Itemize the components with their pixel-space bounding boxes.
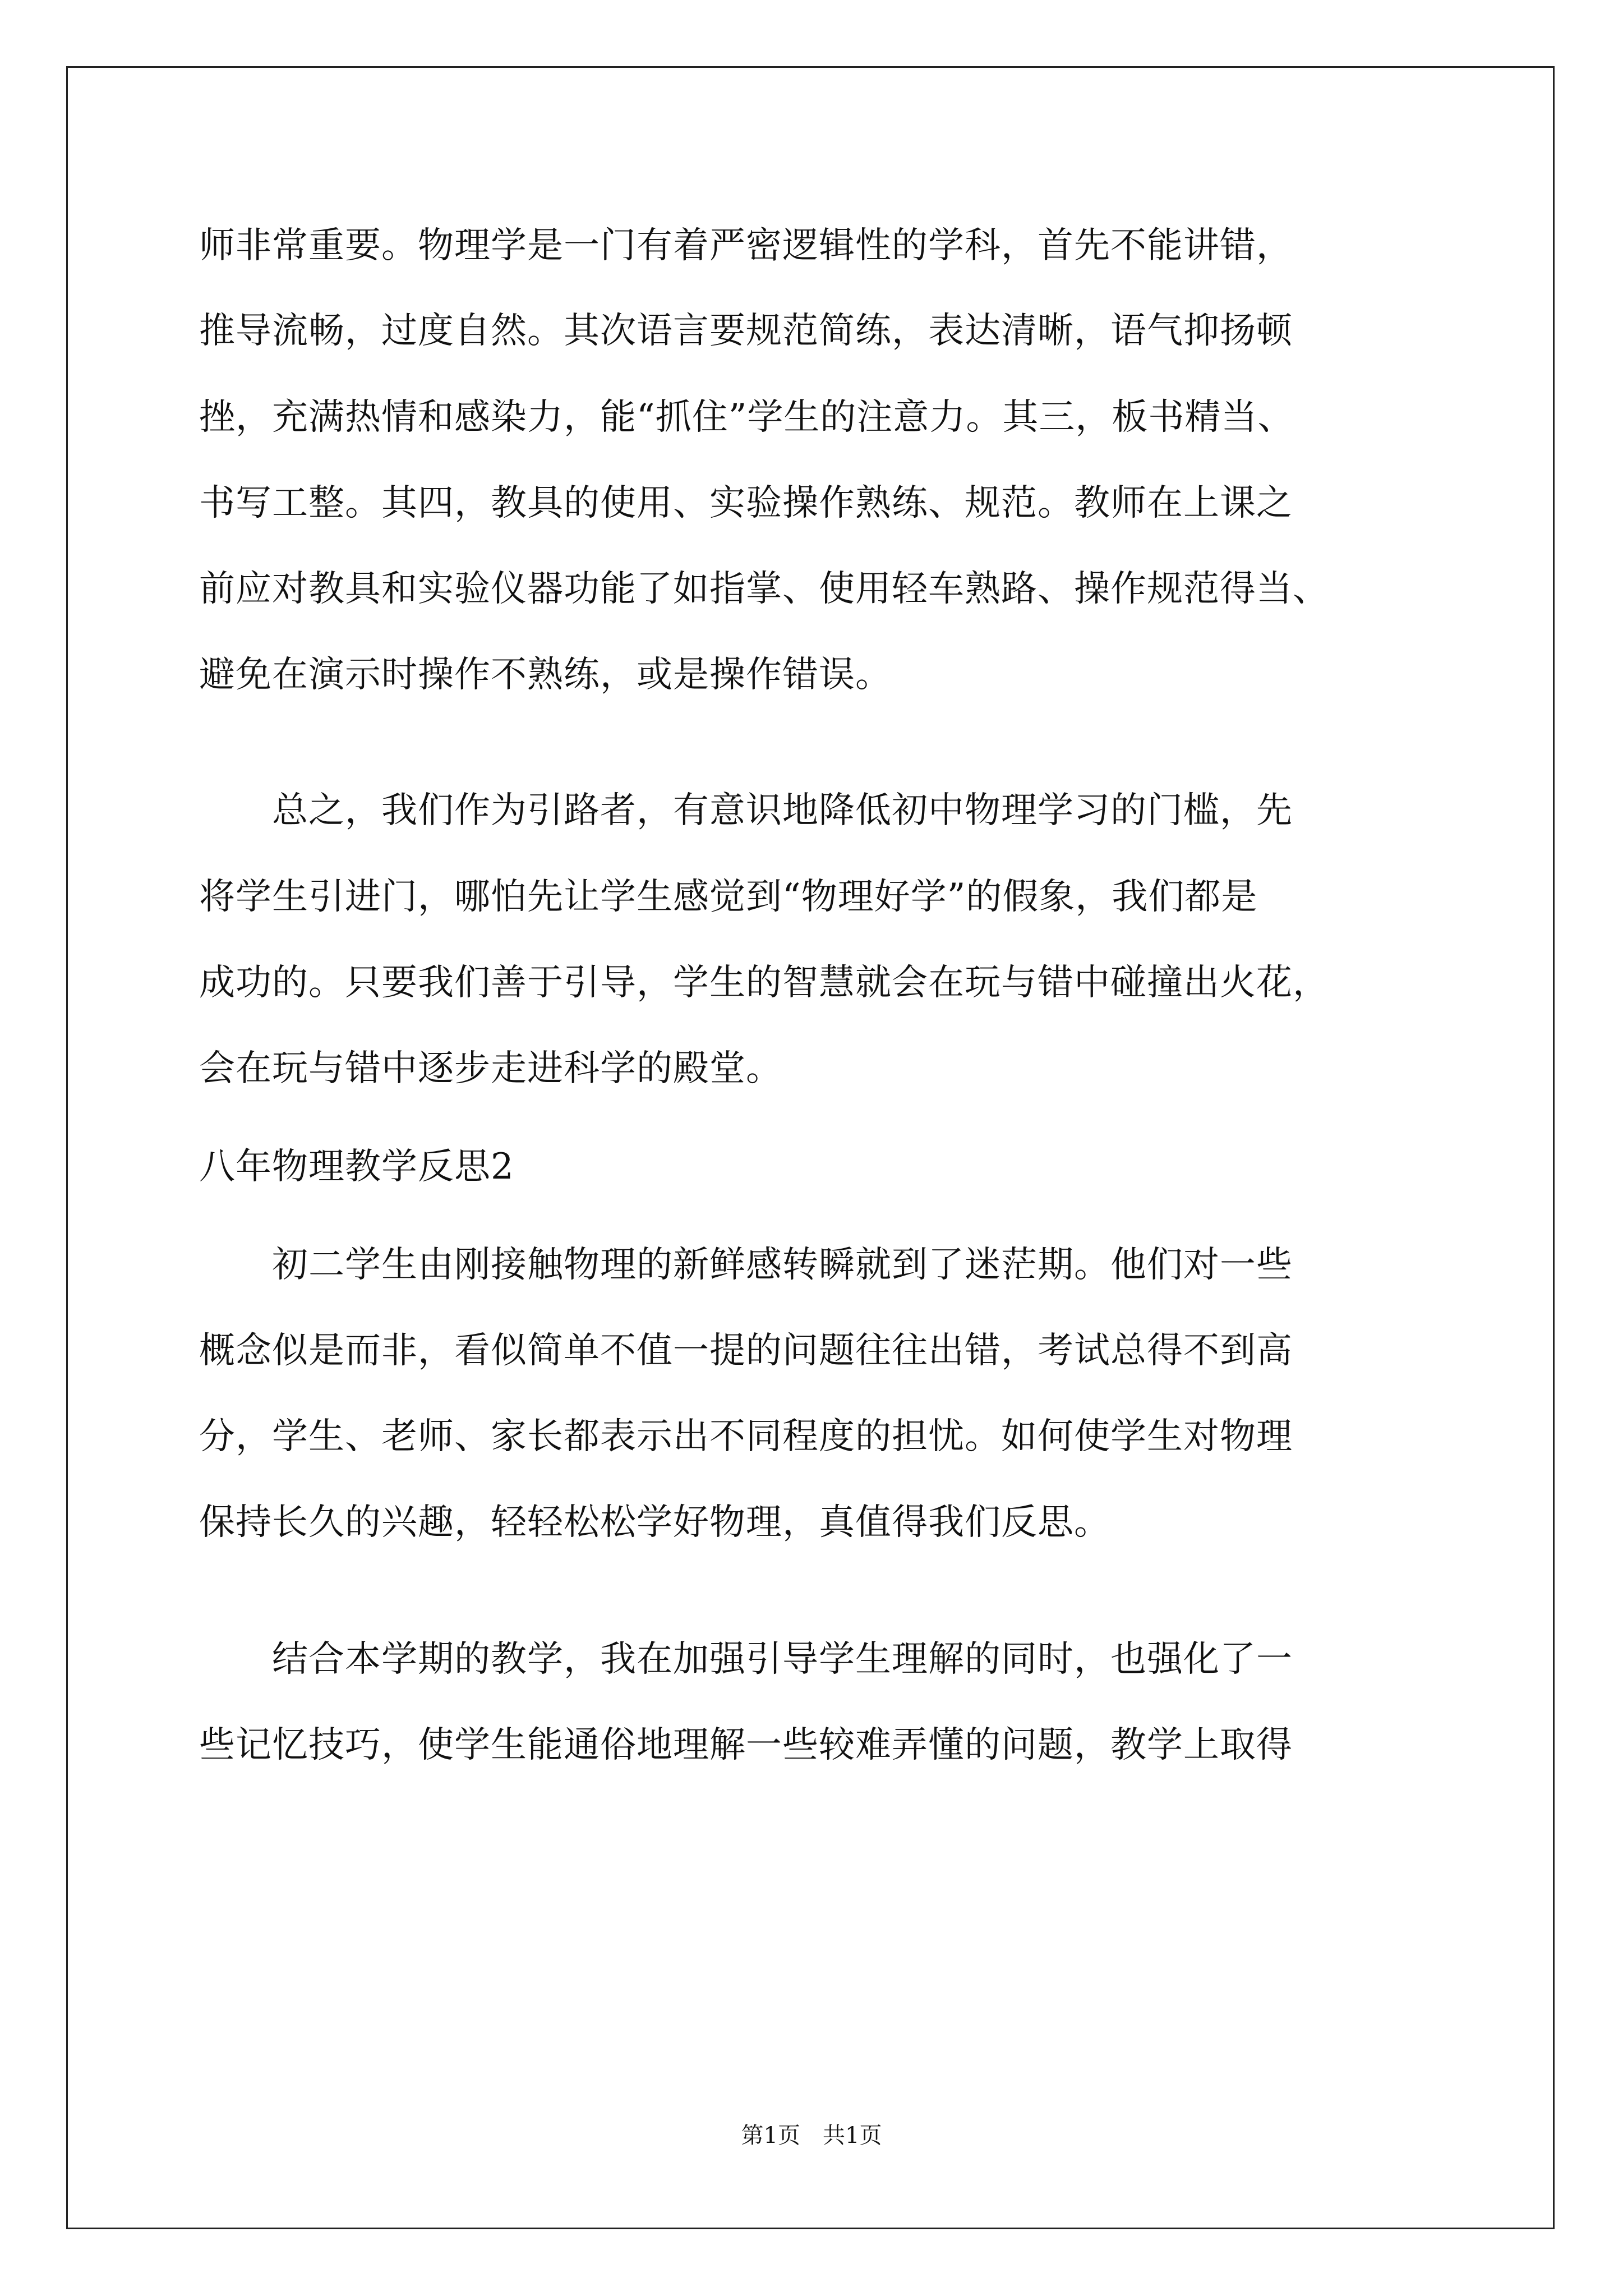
paragraph-line: 师非常重要。物理学是一门有着严密逻辑性的学科，首先不能讲错， [199,225,1293,266]
paragraph-line: 会在玩与错中逐步走进科学的殿堂。 [199,1048,782,1089]
paragraph-line: 避免在演示时操作不熟练，或是操作错误。 [199,654,892,696]
paragraph-line: 书写工整。其四，教具的使用、实验操作熟练、规范。教师在上课之 [199,482,1293,524]
paragraph-line: 挫，充满热情和感染力，能“抓住”学生的注意力。其三，板书精当、 [199,397,1294,438]
paragraph-line: 分，学生、老师、家长都表示出不同程度的担忧。如何使学生对物理 [199,1416,1293,1457]
paragraph-line: 些记忆技巧，使学生能通俗地理解一些较难弄懂的问题，教学上取得 [199,1724,1293,1766]
paragraph-line: 保持长久的兴趣，轻轻松松学好物理，真值得我们反思。 [199,1502,1110,1543]
paragraph-line: 将学生引进门，哪怕先让学生感觉到“物理好学”的假象，我们都是 [199,876,1258,918]
page-footer: 第1页 共1页 [741,2123,882,2148]
paragraph-line: 总之，我们作为引路者，有意识地降低初中物理学习的门槛，先 [199,790,1293,831]
section-heading: 八年物理教学反思2 [199,1146,514,1188]
paragraph-line: 概念似是而非，看似简单不值一提的问题往往出错，考试总得不到高 [199,1330,1293,1372]
paragraph-line: 初二学生由刚接触物理的新鲜感转瞬就到了迷茫期。他们对一些 [199,1244,1293,1286]
paragraph-line: 成功的。只要我们善于引导，学生的智慧就会在玩与错中碰撞出火花， [199,962,1329,1004]
paragraph-line: 结合本学期的教学，我在加强引导学生理解的同时，也强化了一 [199,1639,1293,1680]
paragraph-line: 推导流畅，过度自然。其次语言要规范简练，表达清晰，语气抑扬顿 [199,310,1293,352]
paragraph-line: 前应对教具和实验仪器功能了如指掌、使用轻车熟路、操作规范得当、 [199,568,1329,610]
